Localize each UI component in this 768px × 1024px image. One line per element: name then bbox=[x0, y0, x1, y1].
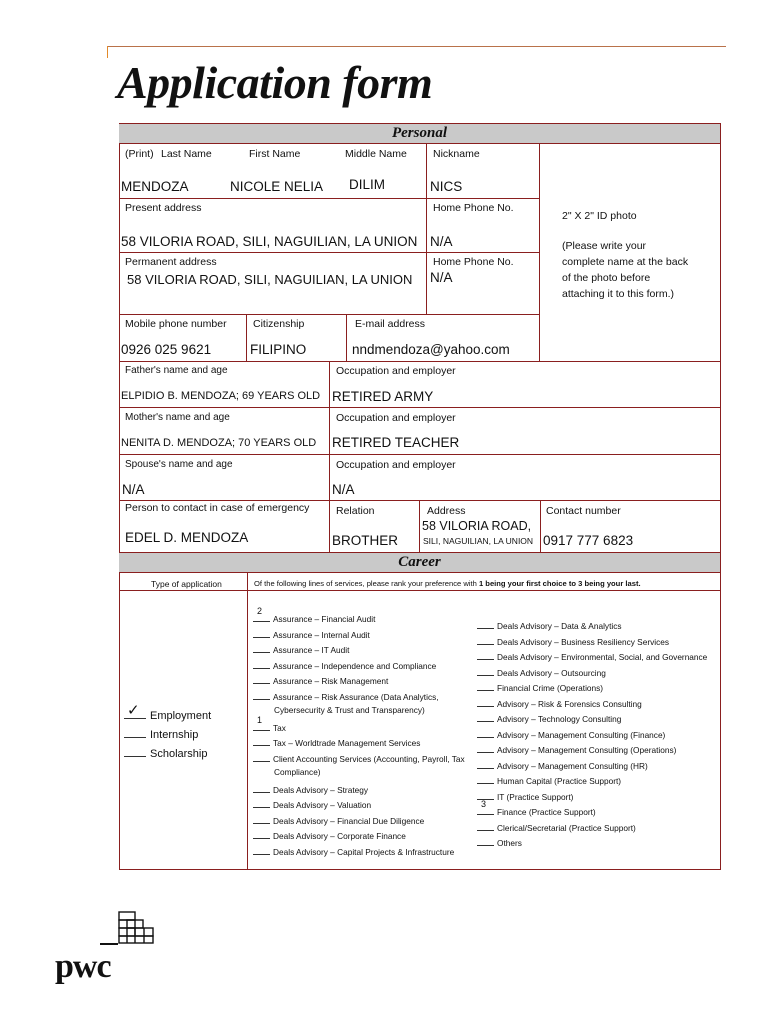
application-type-label: Internship bbox=[150, 729, 199, 741]
rank-blank[interactable] bbox=[477, 650, 494, 660]
application-type-option[interactable] bbox=[124, 746, 207, 760]
service-label: Advisory – Management Consulting (HR) bbox=[497, 760, 648, 771]
father-occupation-field[interactable]: RETIRED ARMY bbox=[332, 389, 434, 404]
rank-blank[interactable] bbox=[477, 619, 494, 629]
service-option[interactable] bbox=[477, 697, 642, 709]
middle-name-label: Middle Name bbox=[345, 148, 407, 160]
divider bbox=[426, 252, 427, 314]
section-career: Career bbox=[119, 552, 720, 573]
emergency-label: Person to contact in case of emergency bbox=[125, 502, 310, 514]
service-label: Advisory – Technology Consulting bbox=[497, 714, 622, 724]
rank-blank[interactable] bbox=[477, 821, 494, 831]
contact-field[interactable]: 0917 777 6823 bbox=[543, 533, 634, 548]
service-option[interactable] bbox=[253, 736, 420, 748]
service-label: Advisory – Management Consulting (Operations) bbox=[497, 745, 677, 755]
emergency-field[interactable]: EDEL D. MENDOZA bbox=[125, 530, 249, 545]
service-label: Assurance – Internal Audit bbox=[273, 629, 370, 640]
service-option[interactable] bbox=[253, 643, 349, 655]
rank-value: 3 bbox=[481, 799, 487, 809]
header-rule bbox=[107, 46, 726, 47]
divider bbox=[119, 361, 721, 362]
permanent-address-field[interactable]: 58 VILORIA ROAD, SILI, NAGUILIAN, LA UNION bbox=[127, 272, 413, 287]
home-phone-label: Home Phone No. bbox=[433, 202, 514, 214]
rank-blank[interactable] bbox=[477, 666, 494, 676]
mother-label: Mother's name and age bbox=[125, 412, 230, 423]
rank-blank[interactable] bbox=[253, 814, 270, 824]
service-label: Deals Advisory – Financial Due Diligence bbox=[273, 815, 425, 826]
service-label: Deals Advisory – Data & Analytics bbox=[497, 621, 622, 631]
service-label: Assurance – Risk Management bbox=[273, 676, 389, 686]
rank-blank[interactable] bbox=[477, 836, 494, 846]
service-option[interactable] bbox=[477, 635, 669, 647]
service-label: Deals Advisory – Environmental, Social, and Governance bbox=[497, 652, 708, 662]
checkbox-blank[interactable] bbox=[124, 702, 146, 719]
rank-blank[interactable] bbox=[253, 690, 270, 700]
type-of-application-header: Type of application bbox=[151, 579, 222, 589]
nickname-label: Nickname bbox=[433, 148, 480, 160]
contact-label: Contact number bbox=[546, 505, 621, 517]
service-option-continuation bbox=[274, 767, 321, 777]
rank-blank[interactable] bbox=[477, 681, 494, 691]
divider bbox=[539, 143, 540, 362]
rank-blank[interactable] bbox=[253, 606, 270, 622]
service-option[interactable] bbox=[477, 774, 621, 786]
divider bbox=[119, 590, 721, 591]
mother-field[interactable]: NENITA D. MENDOZA; 70 YEARS OLD bbox=[121, 437, 317, 449]
nickname-field[interactable]: NICS bbox=[430, 179, 463, 194]
service-option[interactable] bbox=[253, 628, 370, 640]
service-option[interactable] bbox=[253, 674, 388, 686]
divider bbox=[419, 500, 420, 553]
father-occupation-label: Occupation and employer bbox=[336, 365, 456, 377]
service-label: Advisory – Management Consulting (Finance) bbox=[497, 729, 666, 740]
divider bbox=[119, 454, 721, 455]
table-border-bottom bbox=[119, 869, 721, 870]
service-option[interactable] bbox=[477, 836, 522, 848]
father-label: Father's name and age bbox=[125, 365, 228, 376]
rank-blank[interactable] bbox=[477, 790, 494, 800]
service-label: Assurance – Financial Audit bbox=[273, 614, 376, 624]
first-name-field[interactable]: NICOLE NELIA bbox=[230, 179, 324, 194]
service-option[interactable] bbox=[253, 798, 371, 810]
rank-blank[interactable] bbox=[477, 697, 494, 707]
service-option[interactable] bbox=[253, 829, 406, 841]
service-label: Client Accounting Services (Accounting, Payroll, Tax bbox=[273, 753, 465, 764]
service-label: Assurance – Independence and Compliance bbox=[273, 660, 437, 671]
service-label: IT (Practice Support) bbox=[497, 791, 574, 802]
address-field-line1[interactable]: 58 VILORIA ROAD, bbox=[422, 519, 532, 533]
service-label: Deals Advisory – Business Resiliency Services bbox=[497, 636, 669, 647]
relation-label: Relation bbox=[336, 505, 375, 517]
application-type-label: Scholarship bbox=[150, 748, 208, 760]
photo-note-1: (Please write your bbox=[562, 240, 647, 252]
last-name-field[interactable]: MENDOZA bbox=[121, 179, 189, 194]
mobile-field[interactable]: 0926 025 9621 bbox=[121, 342, 212, 357]
rank-blank[interactable] bbox=[477, 759, 494, 769]
checkbox-blank[interactable] bbox=[124, 727, 146, 738]
present-address-label: Present address bbox=[125, 202, 202, 214]
application-type-option[interactable] bbox=[124, 727, 198, 741]
service-option[interactable] bbox=[477, 619, 622, 631]
rank-value: 2 bbox=[257, 606, 263, 616]
home-phone2-field[interactable]: N/A bbox=[430, 270, 453, 285]
rank-blank[interactable] bbox=[253, 643, 270, 653]
relation-field[interactable]: BROTHER bbox=[332, 533, 399, 548]
father-field[interactable]: ELPIDIO B. MENDOZA; 69 YEARS OLD bbox=[121, 390, 321, 402]
service-option[interactable] bbox=[477, 650, 707, 662]
rank-blank[interactable] bbox=[477, 712, 494, 722]
service-label: Deals Advisory – Outsourcing bbox=[497, 667, 606, 678]
section-personal: Personal bbox=[119, 123, 720, 144]
header-mark bbox=[107, 46, 108, 58]
present-address-field[interactable]: 58 VILORIA ROAD, SILI, NAGUILIAN, LA UNION bbox=[121, 234, 418, 249]
photo-note-3: of the photo before bbox=[562, 272, 651, 284]
first-name-label: First Name bbox=[249, 148, 301, 160]
service-label: Tax – Worldtrade Management Services bbox=[273, 738, 421, 748]
email-label: E-mail address bbox=[355, 318, 426, 330]
service-label: Cybersecurity & Trust and Transparency) bbox=[274, 705, 425, 715]
mobile-label: Mobile phone number bbox=[125, 318, 227, 330]
rank-blank[interactable] bbox=[253, 659, 270, 669]
service-option[interactable] bbox=[477, 759, 648, 771]
service-label: Clerical/Secretarial (Practice Support) bbox=[497, 822, 636, 833]
rank-blank[interactable] bbox=[477, 743, 494, 753]
service-option[interactable] bbox=[253, 714, 286, 733]
divider bbox=[119, 252, 539, 253]
service-label: Others bbox=[497, 838, 522, 848]
rank-blank[interactable] bbox=[253, 628, 270, 638]
rank-blank[interactable] bbox=[253, 783, 270, 793]
application-type-label: Employment bbox=[150, 710, 212, 722]
rank-blank[interactable] bbox=[253, 736, 270, 746]
service-option[interactable] bbox=[253, 659, 436, 671]
citizenship-label: Citizenship bbox=[253, 318, 305, 330]
divider bbox=[329, 361, 330, 553]
service-option[interactable] bbox=[253, 752, 465, 764]
print-label: (Print) bbox=[125, 148, 154, 160]
application-type-option[interactable] bbox=[124, 702, 212, 722]
rank-blank[interactable] bbox=[477, 728, 494, 738]
address-label: Address bbox=[427, 505, 466, 517]
service-option[interactable] bbox=[477, 712, 621, 724]
service-label: Finance (Practice Support) bbox=[497, 807, 596, 817]
middle-name-field[interactable]: DILIM bbox=[349, 177, 386, 192]
email-field[interactable]: nndmendoza@yahoo.com bbox=[352, 342, 510, 357]
divider bbox=[346, 314, 347, 362]
divider bbox=[247, 573, 248, 870]
divider bbox=[119, 500, 721, 501]
rank-blank[interactable] bbox=[253, 714, 270, 731]
rank-blank[interactable] bbox=[253, 674, 270, 684]
service-option[interactable] bbox=[477, 681, 603, 693]
service-label: Tax bbox=[273, 722, 286, 733]
checkbox-blank[interactable] bbox=[124, 746, 146, 757]
service-label: Deals Advisory – Valuation bbox=[273, 800, 372, 810]
service-option[interactable] bbox=[477, 743, 676, 755]
rank-blank[interactable] bbox=[253, 829, 270, 839]
service-option[interactable] bbox=[253, 783, 368, 795]
service-label: Assurance – Risk Assurance (Data Analytics, bbox=[273, 691, 439, 702]
mother-occupation-label: Occupation and employer bbox=[336, 412, 456, 424]
service-option[interactable] bbox=[477, 728, 665, 740]
service-label: Financial Crime (Operations) bbox=[497, 683, 604, 693]
citizenship-field[interactable]: FILIPINO bbox=[250, 342, 307, 357]
service-label: Human Capital (Practice Support) bbox=[497, 776, 622, 786]
service-option[interactable] bbox=[253, 690, 439, 702]
rank-blank[interactable] bbox=[477, 799, 494, 815]
divider bbox=[246, 314, 247, 362]
photo-note-2: complete name at the back bbox=[562, 256, 689, 268]
pwc-logo-mark bbox=[100, 908, 160, 950]
mother-occupation-field[interactable]: RETIRED TEACHER bbox=[332, 435, 460, 450]
home-phone-field[interactable]: N/A bbox=[430, 234, 453, 249]
check-mark-icon: ✓ bbox=[127, 702, 140, 719]
service-label: Advisory – Risk & Forensics Consulting bbox=[497, 698, 642, 709]
photo-note-4: attaching it to this form.) bbox=[562, 288, 675, 300]
service-label: Deals Advisory – Corporate Finance bbox=[273, 831, 406, 841]
service-option[interactable] bbox=[253, 845, 454, 857]
pwc-logo-text: pwc bbox=[55, 948, 111, 985]
permanent-address-label: Permanent address bbox=[125, 256, 217, 268]
service-option[interactable] bbox=[477, 666, 606, 678]
service-option[interactable] bbox=[477, 790, 573, 802]
rank-blank[interactable] bbox=[253, 798, 270, 808]
table-border-left bbox=[119, 123, 120, 870]
service-label: Assurance – IT Audit bbox=[273, 645, 350, 655]
spouse-occupation-label: Occupation and employer bbox=[336, 459, 456, 471]
divider bbox=[119, 407, 721, 408]
rank-blank[interactable] bbox=[477, 635, 494, 645]
spouse-occupation-field[interactable]: N/A bbox=[332, 482, 355, 497]
divider bbox=[119, 198, 539, 199]
service-label: Deals Advisory – Capital Projects & Infrastructure bbox=[273, 846, 455, 857]
rank-blank[interactable] bbox=[477, 774, 494, 784]
service-option[interactable] bbox=[477, 821, 636, 833]
rank-value: 1 bbox=[257, 714, 263, 725]
table-border-right bbox=[720, 123, 721, 870]
last-name-label: Last Name bbox=[161, 148, 212, 160]
home-phone2-label: Home Phone No. bbox=[433, 256, 514, 268]
service-option-continuation bbox=[274, 705, 425, 715]
divider bbox=[540, 500, 541, 553]
spouse-label: Spouse's name and age bbox=[125, 459, 233, 470]
service-label: Compliance) bbox=[274, 767, 321, 777]
service-label: Deals Advisory – Strategy bbox=[273, 784, 368, 795]
rank-blank[interactable] bbox=[253, 752, 270, 762]
form-title: Application form bbox=[117, 57, 433, 108]
services-header: Of the following lines of services, please rank your preference with 1 being your first choice to 3 being your last. bbox=[254, 579, 641, 588]
rank-blank[interactable] bbox=[253, 845, 270, 855]
service-option[interactable] bbox=[253, 606, 376, 624]
service-option[interactable] bbox=[477, 799, 596, 817]
photo-size-label: 2" X 2" ID photo bbox=[562, 210, 637, 222]
service-option[interactable] bbox=[253, 814, 424, 826]
address-field-line2[interactable]: SILI, NAGUILIAN, LA UNION bbox=[423, 536, 534, 546]
spouse-field[interactable]: N/A bbox=[122, 482, 145, 497]
divider bbox=[119, 314, 539, 315]
